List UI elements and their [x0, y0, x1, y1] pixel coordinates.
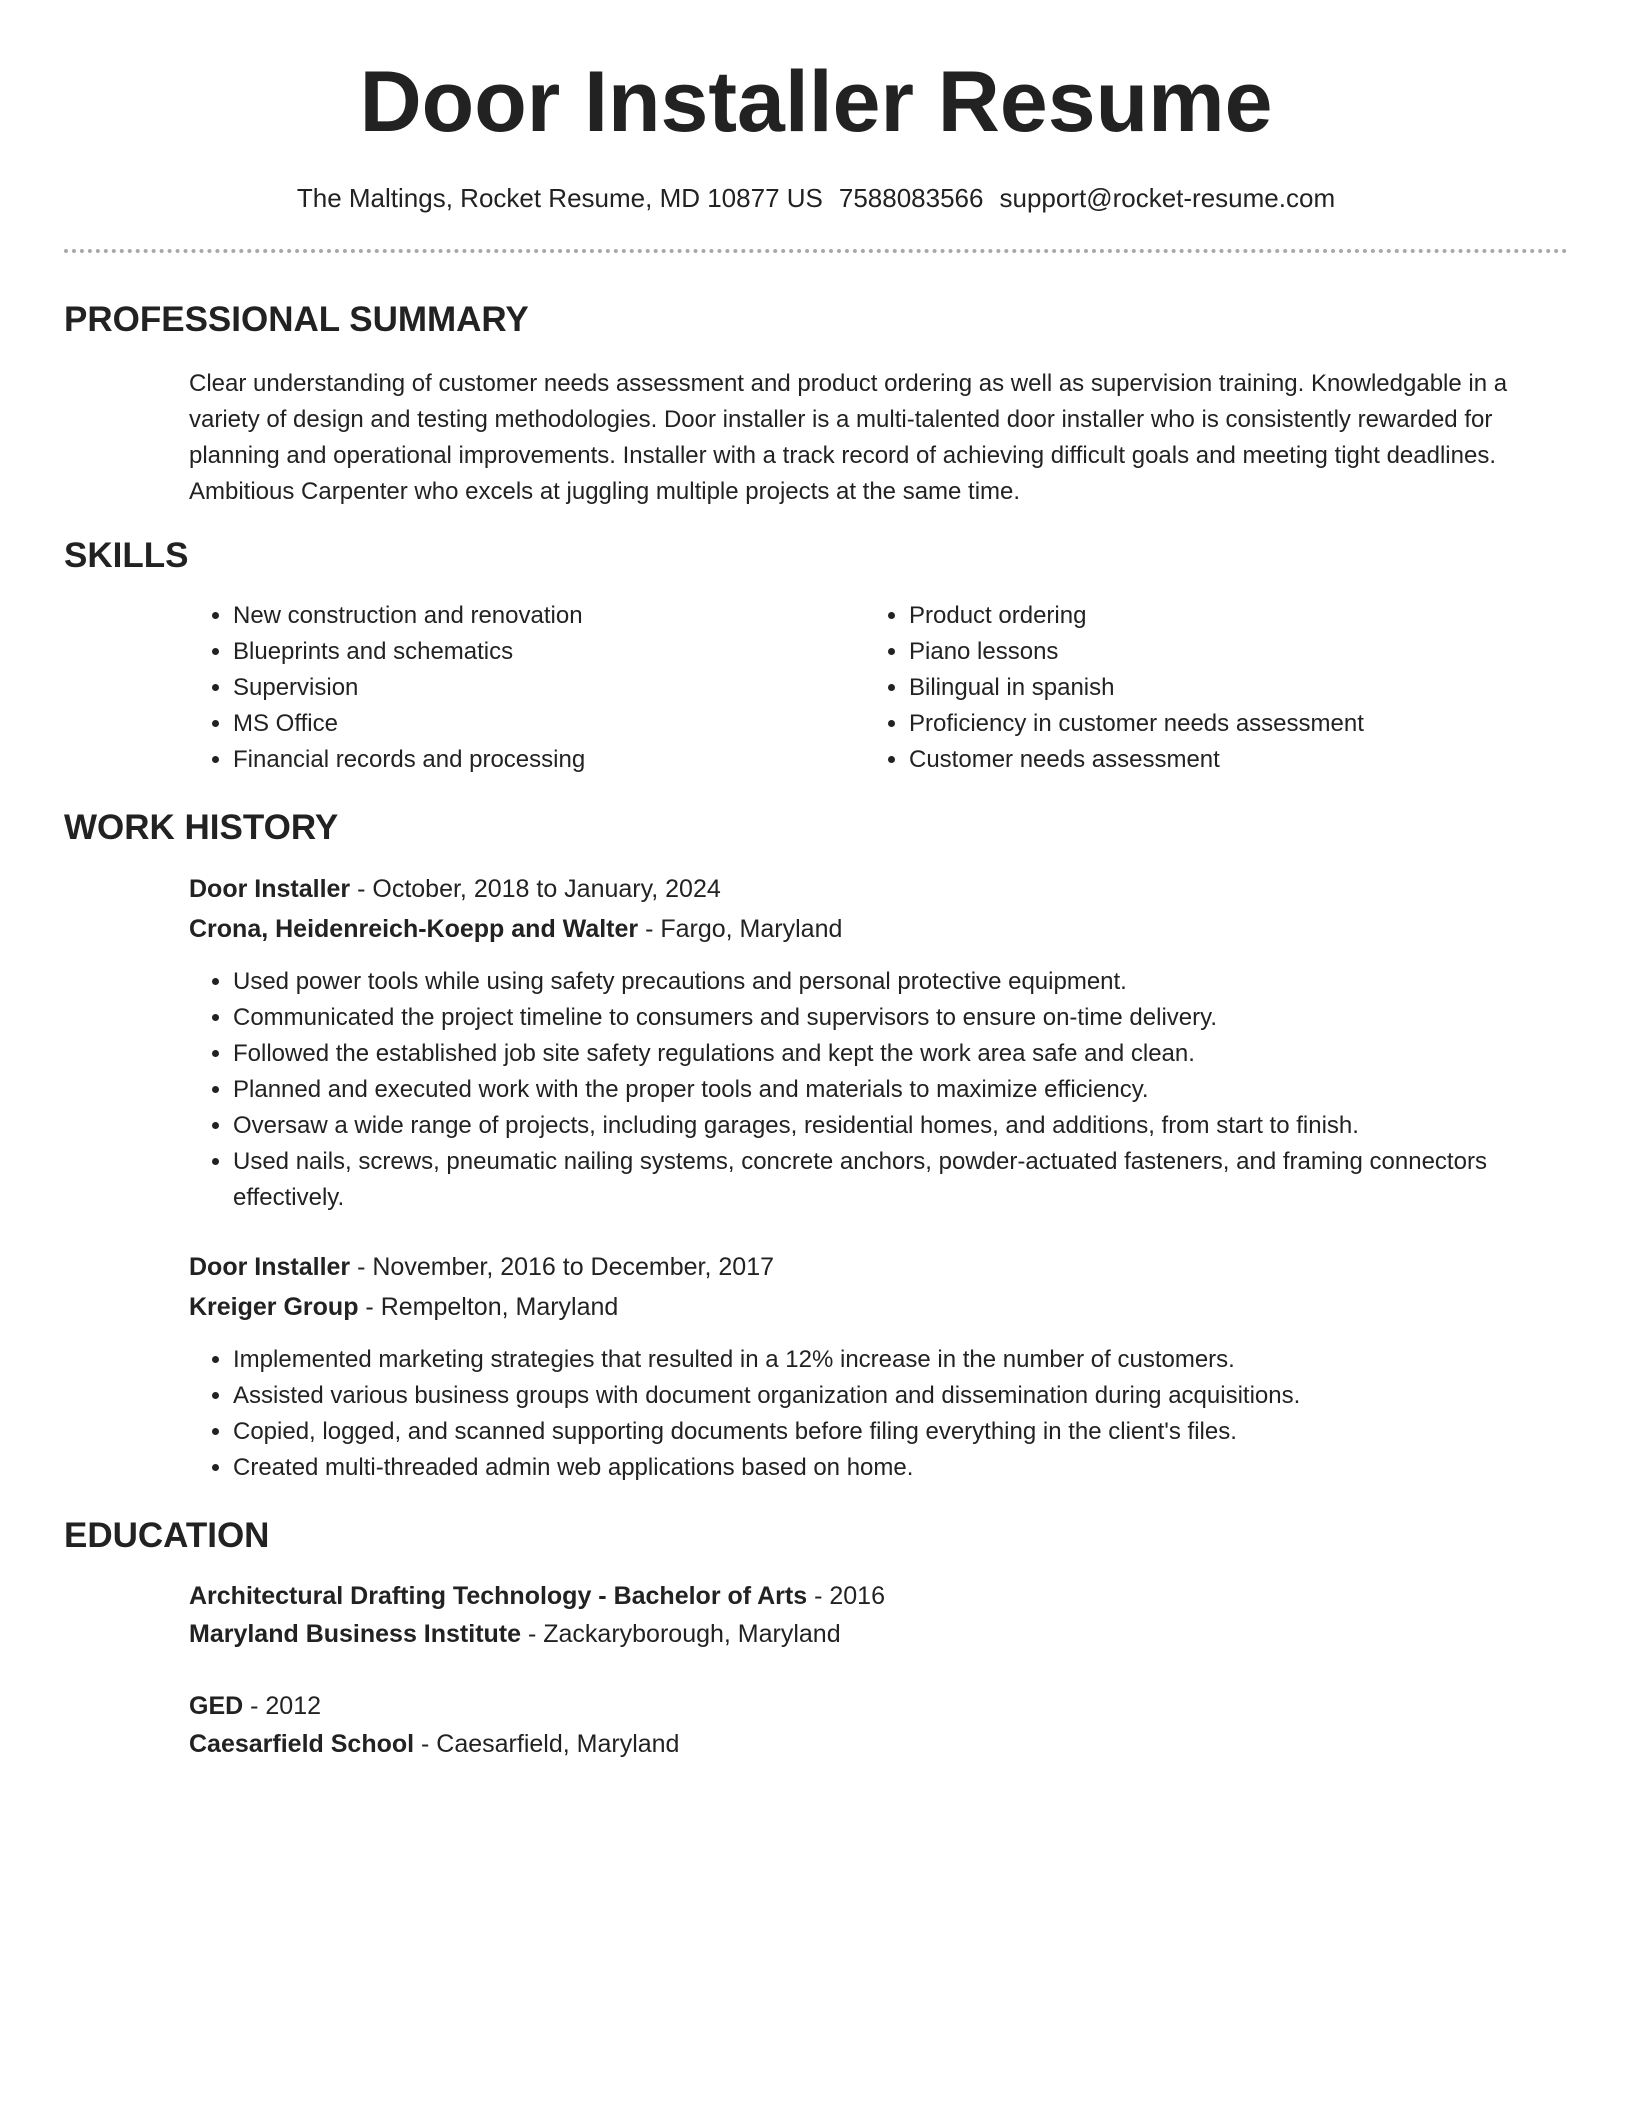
- skill-item: • Financial records and processing: [233, 742, 833, 778]
- education-year: - 2012: [243, 1692, 322, 1720]
- job-bullet: • Used power tools while using safety precautions and personal protective equipment.: [233, 964, 1578, 1000]
- job-company: Crona, Heidenreich-Koepp and Walter: [189, 915, 639, 943]
- job-dates: - October, 2018 to January, 2024: [350, 875, 721, 903]
- job-bullet: • Copied, logged, and scanned supporting documents before filing everything in the client's files.: [233, 1414, 1578, 1450]
- job-dates: - November, 2016 to December, 2017: [350, 1253, 775, 1281]
- skill-item: • MS Office: [233, 706, 833, 742]
- skill-item: • New construction and renovation: [233, 598, 833, 634]
- education-degree: GED: [189, 1692, 244, 1720]
- job-company-line: [189, 1289, 1569, 1325]
- job-company-line: [189, 911, 1569, 947]
- job-bullets: [189, 964, 1578, 1216]
- job-bullet: • Created multi-threaded admin web applications based on home.: [233, 1450, 1578, 1486]
- skills-heading: SKILLS: [64, 536, 189, 575]
- job-bullet: • Communicated the project timeline to consumers and supervisors to ensure on-time delivery.: [233, 1000, 1578, 1036]
- work-history-heading: WORK HISTORY: [64, 808, 339, 847]
- education-location: - Caesarfield, Maryland: [414, 1730, 680, 1758]
- skill-item: • Bilingual in spanish: [909, 670, 1609, 706]
- job-bullet: • Used nails, screws, pneumatic nailing systems, concrete anchors, powder-actuated fasteners, and framing connectors effectively.: [233, 1144, 1578, 1216]
- education-school: Caesarfield School: [189, 1730, 415, 1758]
- job-bullet: • Planned and executed work with the proper tools and materials to maximize efficiency.: [233, 1072, 1578, 1108]
- page-title: Door Installer Resume: [359, 54, 1273, 150]
- summary-heading: PROFESSIONAL SUMMARY: [64, 300, 529, 339]
- contact-email: support@rocket-resume.com: [999, 183, 1336, 213]
- skills-list-right: [865, 598, 1609, 778]
- skill-item: • Piano lessons: [909, 634, 1609, 670]
- job-location: - Rempelton, Maryland: [358, 1293, 619, 1321]
- job-title-line: [189, 871, 1569, 907]
- skills-list-left: [189, 598, 833, 778]
- skill-item: • Customer needs assessment: [909, 742, 1609, 778]
- job-bullet: • Assisted various business groups with document organization and dissemination during acquisitions.: [233, 1378, 1578, 1414]
- education-school-line: [189, 1726, 1569, 1762]
- job-bullets: [189, 1342, 1578, 1486]
- contact-phone: 7588083566: [838, 183, 984, 213]
- job-location: - Fargo, Maryland: [638, 915, 843, 943]
- job-title-line: [189, 1249, 1569, 1285]
- skill-item: • Blueprints and schematics: [233, 634, 833, 670]
- education-degree-line: [189, 1578, 1569, 1614]
- contact-line: [0, 180, 1632, 216]
- skill-item: • Product ordering: [909, 598, 1609, 634]
- education-degree-line: [189, 1688, 1569, 1724]
- education-year: - 2016: [807, 1582, 885, 1610]
- education-degree: Architectural Drafting Technology - Bachelor of Arts: [189, 1582, 808, 1610]
- education-school: Maryland Business Institute: [189, 1620, 522, 1648]
- contact-address: The Maltings, Rocket Resume, MD 10877 US: [296, 183, 823, 213]
- education-school-line: [189, 1616, 1569, 1652]
- job-bullet: • Followed the established job site safety regulations and kept the work area safe and clean.: [233, 1036, 1578, 1072]
- summary-text: Clear understanding of customer needs assessment and product ordering as well as supervision training. Knowledgable in a variety of design and testing methodologies. Door installer is a multi-talented door installer who is consistently rewarded for planning and operational improvements. Installer with a track record of achieving difficult goals and meeting tight deadlines. Ambitious Carpenter who excels at juggling multiple projects at the same time.: [189, 370, 1508, 505]
- skill-item: • Proficiency in customer needs assessment: [909, 706, 1609, 742]
- skill-item: • Supervision: [233, 670, 833, 706]
- job-bullet: • Oversaw a wide range of projects, including garages, residential homes, and additions, from start to finish.: [233, 1108, 1578, 1144]
- education-location: - Zackaryborough, Maryland: [521, 1620, 841, 1648]
- job-title: Door Installer: [189, 875, 351, 903]
- job-company: Kreiger Group: [189, 1293, 359, 1321]
- job-bullet: • Implemented marketing strategies that resulted in a 12% increase in the number of customers.: [233, 1342, 1578, 1378]
- education-heading: EDUCATION: [64, 1516, 270, 1555]
- header-divider: [64, 249, 1568, 253]
- job-title: Door Installer: [189, 1253, 351, 1281]
